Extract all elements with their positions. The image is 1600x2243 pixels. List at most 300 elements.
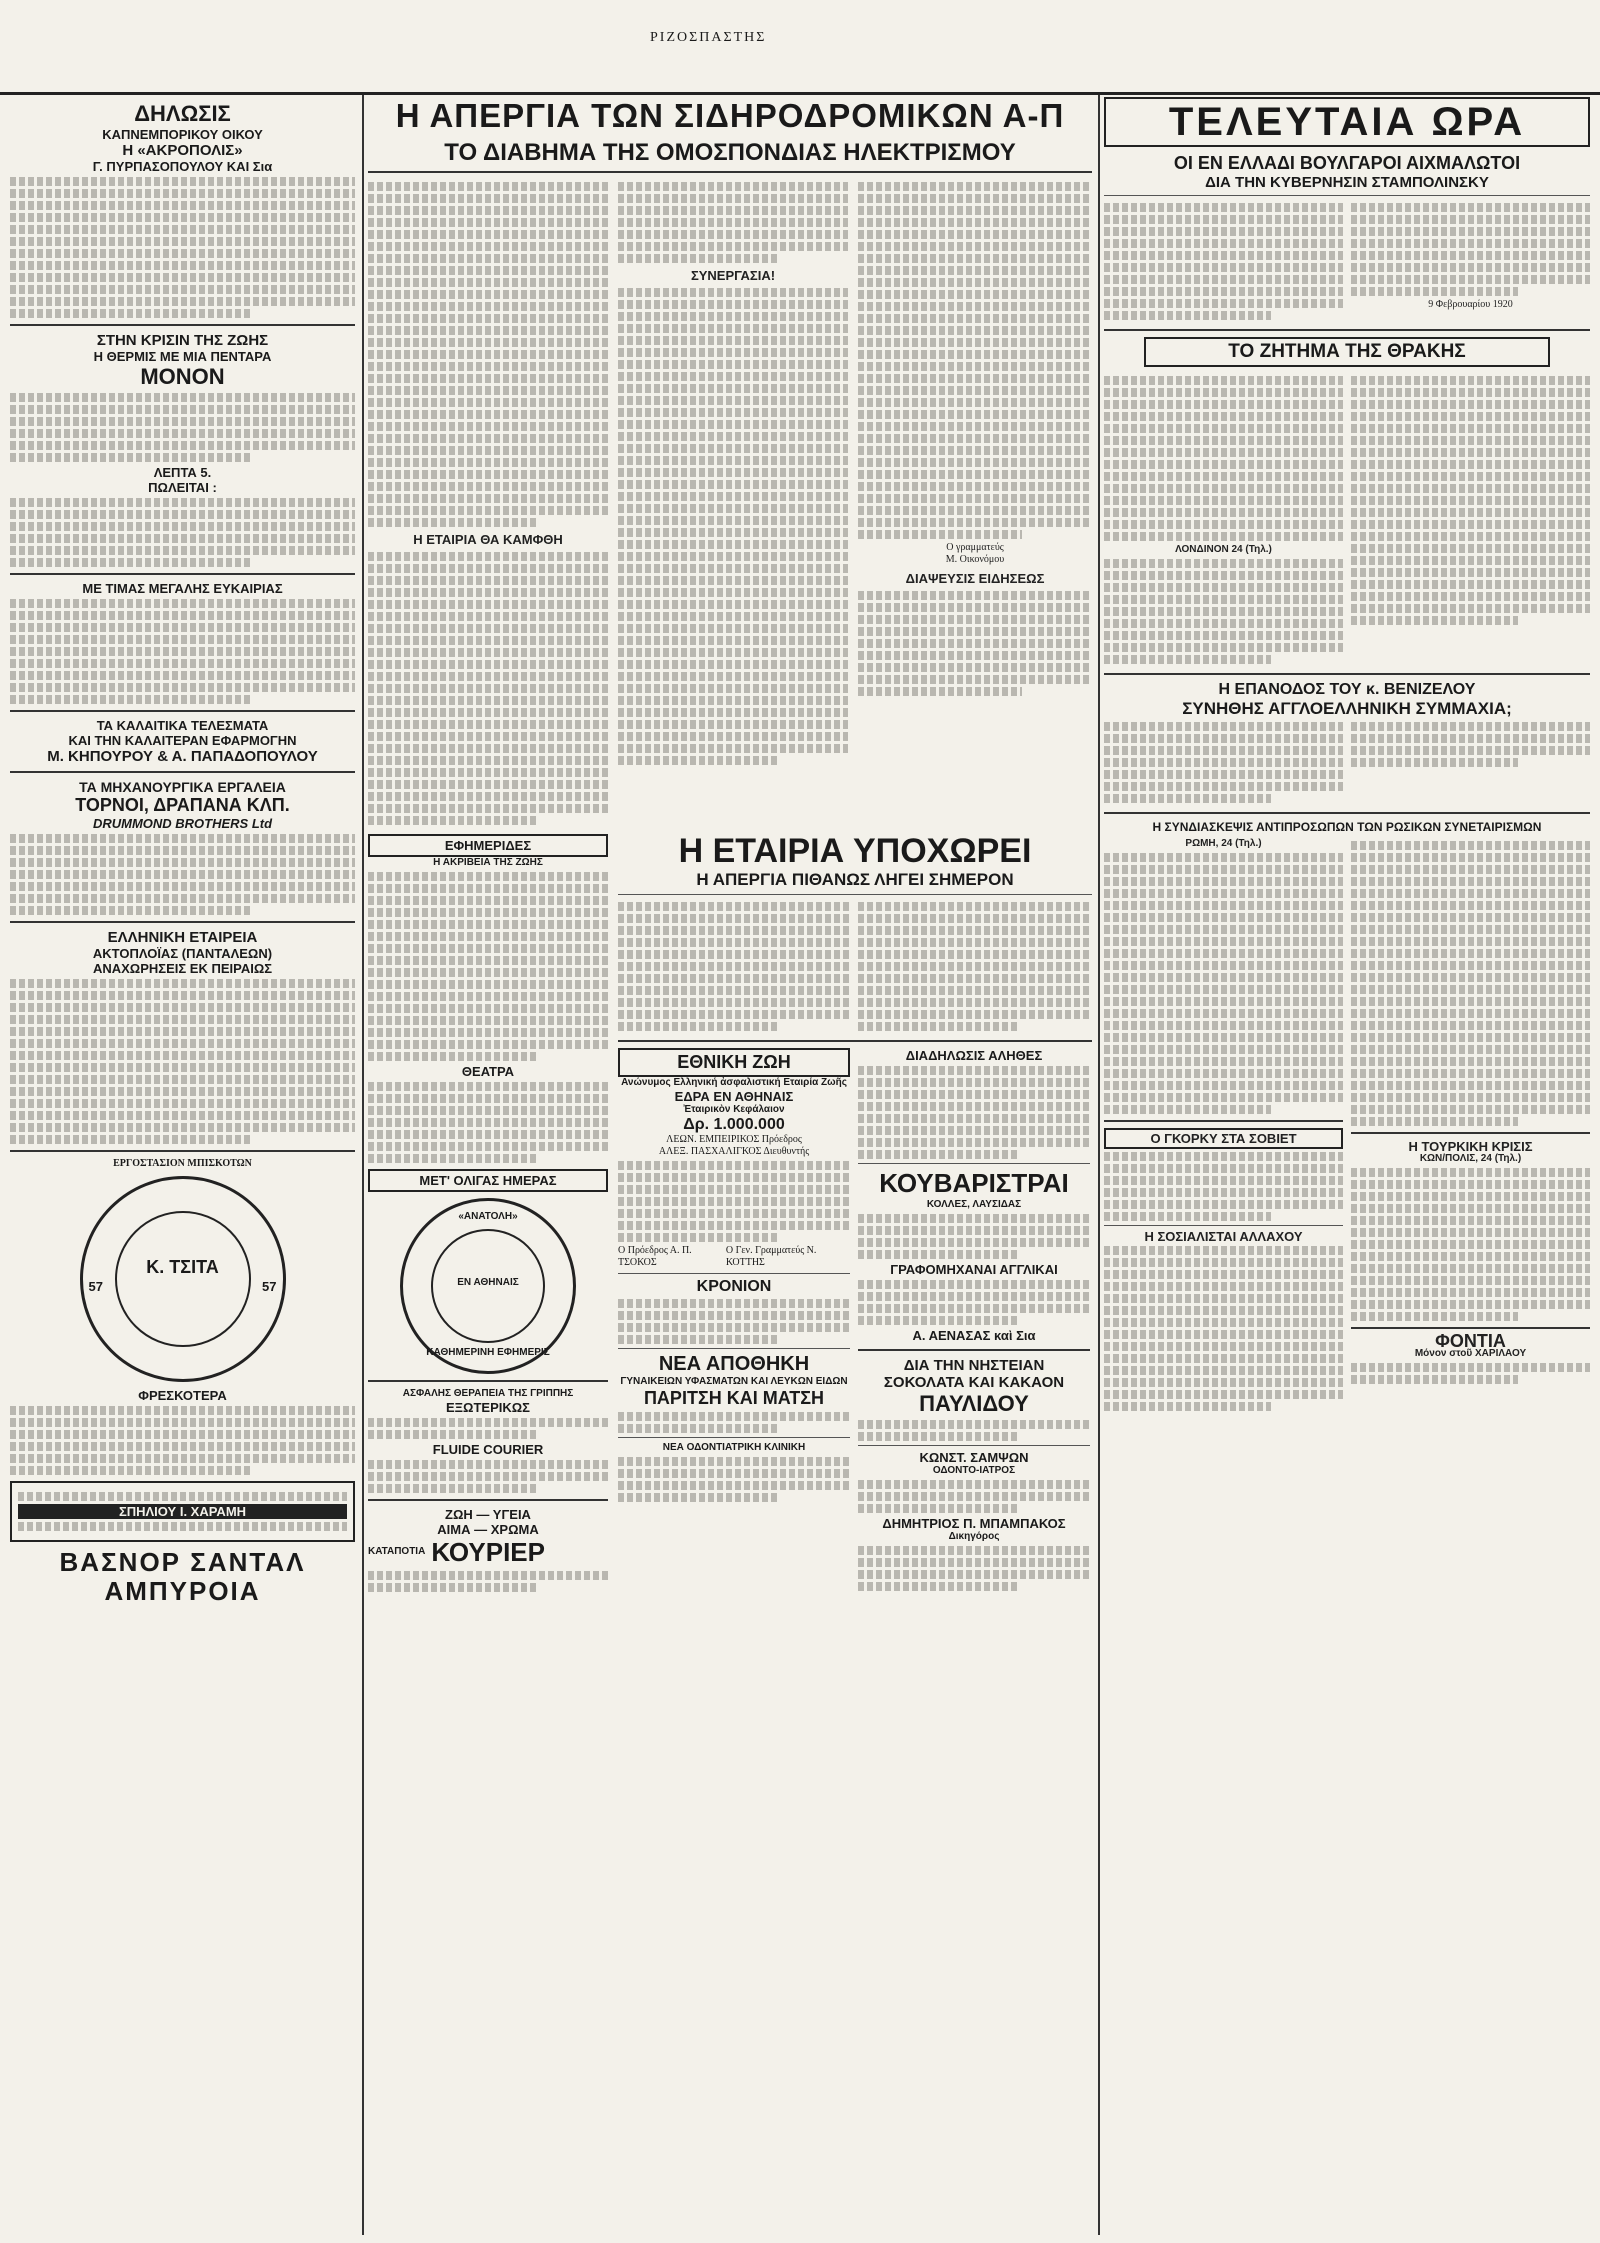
text-line <box>1104 1188 1343 1197</box>
text-line <box>368 612 608 621</box>
text-line <box>368 1583 536 1592</box>
kefalaion-value: Δρ. 1.000.000 <box>683 1115 785 1133</box>
text-line <box>1351 1033 1590 1042</box>
theatra-heading: ΘΕΑΤΡΑ <box>461 1063 515 1079</box>
text-line <box>618 986 850 995</box>
text-line <box>1351 1009 1590 1018</box>
text-line <box>10 189 355 198</box>
text-line <box>368 1571 608 1580</box>
text-line <box>368 458 608 467</box>
text-line <box>18 1522 347 1531</box>
text-line <box>1104 1366 1343 1375</box>
text-line <box>10 1051 355 1060</box>
text-line <box>10 1135 252 1144</box>
text-line <box>858 663 1092 672</box>
text-line <box>368 1130 608 1139</box>
kouvaristrai-title: ΚΟΥΒΑΡΙΣΤΡΑΙ <box>879 1167 1069 1198</box>
lepta-label: ΛΕΠΤΑ 5. <box>153 465 212 480</box>
text-line <box>10 534 355 543</box>
text-line <box>858 1280 1090 1289</box>
text-line <box>368 1472 608 1481</box>
text-line <box>10 1015 355 1024</box>
text-line <box>618 1022 780 1031</box>
text-line <box>1104 1294 1343 1303</box>
text-line <box>368 230 608 239</box>
text-line <box>368 326 608 335</box>
text-line <box>368 552 608 561</box>
text-line <box>1104 1342 1343 1351</box>
text-line <box>618 732 848 741</box>
mpampakos-title: ΔΗΜΗΤΡΙΟΣ Π. ΜΠΑΜΠΑΚΟΣ <box>882 1515 1066 1531</box>
anatoli-ring-text: «ΑΝΑΤΟΛΗ» <box>458 1210 518 1222</box>
text-line <box>858 1432 1020 1441</box>
text-line <box>1104 287 1343 296</box>
krisi-subtitle: Η ΘΕΡΜΙΣ ΜΕ ΜΙΑ ΠΕΝΤΑΡΑ <box>93 349 272 364</box>
text-line <box>858 182 1092 191</box>
voulgaroi-headline: ΟΙ ΕΝ ΕΛΛΑΔΙ ΒΟΥΛΓΑΡΟΙ ΑΙΧΜΑΛΩΤΟΙ <box>1173 153 1521 173</box>
text-line <box>10 429 355 438</box>
text-line <box>1104 901 1343 910</box>
text-line <box>618 636 848 645</box>
text-line <box>858 422 1092 431</box>
text-line <box>10 546 355 555</box>
text-line <box>1104 496 1343 505</box>
text-line <box>10 1063 355 1072</box>
text-line <box>1104 949 1343 958</box>
masthead-title: ΡΙΖΟΣΠΑΣΤΗΣ <box>650 30 767 45</box>
text-line <box>858 902 1090 911</box>
text-line <box>368 362 608 371</box>
text-line <box>368 1094 608 1103</box>
mechanika-brand: DRUMMOND BROTHERS Ltd <box>92 816 273 831</box>
text-line <box>368 254 608 263</box>
text-line <box>368 206 608 215</box>
text-line <box>618 218 848 227</box>
text-line <box>858 603 1092 612</box>
text-line <box>618 420 848 429</box>
text-line <box>1104 655 1271 664</box>
dilosis-body <box>10 177 355 318</box>
text-line <box>368 792 608 801</box>
text-line <box>618 372 848 381</box>
text-line <box>858 1150 1020 1159</box>
text-line <box>1351 1240 1590 1249</box>
text-line <box>858 398 1092 407</box>
text-line <box>1104 508 1343 517</box>
text-line <box>368 768 608 777</box>
text-line <box>858 1504 1020 1513</box>
text-line <box>858 986 1090 995</box>
fluide-heading: FLUIDE COURIER <box>432 1441 544 1457</box>
megales-title: ΜΕ ΤΙΜΑΣ ΜΕΓΑΛΗΣ ΕΥΚΑΙΡΙΑΣ <box>82 581 283 596</box>
text-line <box>368 1028 608 1037</box>
text-line <box>368 434 608 443</box>
text-line <box>858 1292 1090 1301</box>
text-line <box>10 834 355 843</box>
romi-dateline: ΡΩΜΗ, 24 (Τηλ.) <box>1185 838 1262 849</box>
text-line <box>368 732 608 741</box>
text-line <box>618 456 848 465</box>
text-line <box>10 405 355 414</box>
lower-center-left <box>368 834 608 1595</box>
text-line <box>1104 388 1343 397</box>
text-line <box>1351 616 1518 625</box>
kouvaristrai-subtitle: ΚΟΛΛΕΣ, ΛΑΥΣΙΔΑΣ <box>926 1198 1022 1210</box>
text-line <box>858 687 1022 696</box>
text-line <box>1104 595 1343 604</box>
text-line <box>1104 961 1343 970</box>
text-line <box>618 1185 850 1194</box>
leon-signature: ΛΕΩΝ. ΕΜΠΕΙΡΙΚΟΣ Πρόεδρος <box>666 1133 802 1145</box>
text-line <box>1351 215 1590 224</box>
text-line <box>1351 841 1590 850</box>
text-line <box>1351 1045 1590 1054</box>
text-line <box>618 576 848 585</box>
text-line <box>618 528 848 537</box>
text-line <box>10 177 355 186</box>
text-line <box>1104 1318 1343 1327</box>
text-line <box>1104 1246 1343 1255</box>
paritsi-title: ΠΑΡΙΤΣΗ ΚΑΙ ΜΑΤΣΗ <box>643 1387 825 1408</box>
text-line <box>10 297 355 306</box>
text-line <box>10 510 355 519</box>
text-line <box>858 974 1090 983</box>
text-line <box>858 639 1092 648</box>
text-line <box>618 1412 850 1421</box>
text-line <box>618 1233 780 1242</box>
text-line <box>858 506 1092 515</box>
text-line <box>858 1420 1090 1429</box>
signature-2: Μ. Οικονόμου <box>945 553 1005 565</box>
text-line <box>618 1299 850 1308</box>
text-line <box>10 659 355 668</box>
text-line <box>368 494 608 503</box>
text-line <box>10 846 355 855</box>
nea-apothiki-title: ΝΕΑ ΑΠΟΘΗΚΗ <box>658 1352 810 1375</box>
text-line <box>618 336 848 345</box>
text-line <box>858 530 1022 539</box>
text-line <box>10 393 355 402</box>
kefalaion-label: Ἐταιρικὸν Κεφάλαιον <box>683 1103 785 1115</box>
text-line <box>1104 460 1343 469</box>
text-line <box>618 1010 850 1019</box>
text-line <box>858 950 1090 959</box>
text-line <box>368 720 608 729</box>
text-line <box>10 695 252 704</box>
text-line <box>1104 1021 1343 1030</box>
londinon-dateline: ΛΟΝΔΙΝΟΝ 24 (Τηλ.) <box>1175 544 1272 555</box>
text-line <box>858 1570 1090 1579</box>
text-line <box>10 417 355 426</box>
text-line <box>368 1430 536 1439</box>
text-line <box>1351 1168 1590 1177</box>
text-line <box>1104 239 1343 248</box>
aenasas-title: Α. ΑΕΝΑΣΑΣ καὶ Σια <box>912 1327 1036 1343</box>
text-line <box>368 672 608 681</box>
text-line <box>368 1052 536 1061</box>
text-line <box>618 504 848 513</box>
text-line <box>1104 853 1343 862</box>
text-line <box>858 1114 1090 1123</box>
text-line <box>1351 1192 1590 1201</box>
text-line <box>368 1142 608 1151</box>
text-line <box>10 1466 252 1475</box>
text-line <box>858 482 1092 491</box>
text-line <box>10 906 252 915</box>
dilosis-name: Η «ΑΚΡΟΠΟΛΙΣ» <box>122 142 243 159</box>
text-line <box>18 1492 347 1501</box>
text-line <box>1104 722 1343 731</box>
text-line <box>858 1316 1020 1325</box>
text-line <box>618 720 848 729</box>
text-line <box>618 230 848 239</box>
text-line <box>618 540 848 549</box>
exoterikos-heading: ΕΞΩΤΕΡΙΚΩΣ <box>446 1399 530 1415</box>
text-line <box>10 991 355 1000</box>
ethniki-zoi-subtitle: Ανώνυμος Ελληνική ἀσφαλιστική Εταιρία Ζωῆς <box>621 1076 847 1088</box>
anatoli-seal <box>400 1198 576 1374</box>
text-line <box>10 683 355 692</box>
text-line <box>618 432 848 441</box>
text-line <box>858 1214 1090 1223</box>
poleitai-label: ΠΩΛΕΙΤΑΙ : <box>148 480 217 495</box>
text-line <box>1104 1282 1343 1291</box>
text-line <box>1351 865 1590 874</box>
gkorki-heading: Ο ΓΚΟΡΚΥ ΣΤΑ ΣΟΒΙΕΤ <box>1104 1128 1343 1149</box>
text-line <box>618 1209 850 1218</box>
text-line <box>858 326 1092 335</box>
masthead-strip <box>0 0 1600 95</box>
text-line <box>1104 412 1343 421</box>
text-line <box>1104 746 1343 755</box>
text-line <box>368 266 608 275</box>
text-line <box>10 647 355 656</box>
ypochorei-subhead: Η ΑΠΕΡΓΙΑ ΠΙΘΑΝΩΣ ΛΗΓΕΙ ΣΗΜΕΡΟΝ <box>696 869 1014 889</box>
text-line <box>368 1004 608 1013</box>
text-line <box>858 914 1090 923</box>
text-line <box>858 926 1090 935</box>
text-line <box>858 1138 1090 1147</box>
text-line <box>10 599 355 608</box>
text-line <box>1351 1021 1590 1030</box>
strike-article <box>368 179 1092 828</box>
etaireia-body <box>10 979 355 1144</box>
column-rule <box>362 95 364 2235</box>
text-line <box>618 396 848 405</box>
text-line <box>858 1304 1090 1313</box>
text-line <box>858 962 1090 971</box>
katapotia-label: ΚΑΤΑΠΟΤΙΑ <box>368 1546 426 1558</box>
text-line <box>618 288 848 297</box>
fontia-subtitle: Μόνον στοῦ ΧΑΡΙΛΑΟΥ <box>1414 1348 1527 1359</box>
text-line <box>1351 913 1590 922</box>
text-line <box>618 696 848 705</box>
etaireia-thamvei-heading: Η ΕΤΑΙΡΙΑ ΘΑ ΚΑΜΦΘΗ <box>413 531 563 547</box>
text-line <box>1104 311 1271 320</box>
paschalis-signature: ΑΛΕΞ. ΠΑΣΧΑΛΙΓΚΟΣ Διευθυντής <box>658 1145 810 1157</box>
text-line <box>10 273 355 282</box>
text-line <box>858 1558 1090 1567</box>
text-line <box>1351 203 1590 212</box>
text-line <box>368 422 608 431</box>
text-line <box>618 564 848 573</box>
text-line <box>1351 287 1518 296</box>
text-line <box>618 324 848 333</box>
text-line <box>1351 388 1590 397</box>
text-line <box>1104 424 1343 433</box>
text-line <box>368 564 608 573</box>
text-line <box>1104 1069 1343 1078</box>
text-line <box>10 1454 355 1463</box>
text-line <box>368 470 608 479</box>
text-line <box>1351 1264 1590 1273</box>
text-line <box>618 1221 850 1230</box>
text-line <box>1104 985 1343 994</box>
text-line <box>1351 1105 1590 1114</box>
text-line <box>858 338 1092 347</box>
text-line <box>618 516 848 525</box>
text-line <box>10 1123 355 1132</box>
text-line <box>1104 1081 1343 1090</box>
text-line <box>1104 1045 1343 1054</box>
text-line <box>10 1442 355 1451</box>
text-line <box>618 1481 850 1490</box>
text-line <box>618 660 848 669</box>
grippi-heading: ΑΣΦΑΛΗΣ ΘΕΡΑΠΕΙΑ ΤΗΣ ΓΡΙΠΠΗΣ <box>402 1387 574 1399</box>
text-line <box>1351 1216 1590 1225</box>
text-line <box>858 1090 1090 1099</box>
text-line <box>858 446 1092 455</box>
text-line <box>368 1460 608 1469</box>
sosialistes-heading: Η ΣΟΣΙΑΛΙΣΤΑΙ ΑΛΛΑΧΟΥ <box>1144 1229 1303 1244</box>
nea-apothiki-subtitle: ΓΥΝΑΙΚΕΙΩΝ ΥΦΑΣΜΑΤΩΝ ΚΑΙ ΛΕΥΚΩΝ ΕΙΔΩΝ <box>620 1375 848 1387</box>
text-line <box>1351 1375 1518 1384</box>
text-line <box>368 1016 608 1025</box>
text-line <box>10 671 355 680</box>
text-line <box>618 684 848 693</box>
text-line <box>1104 520 1343 529</box>
ypochorei-headline: Η ΕΤΑΙΡΙΑ ΥΠΟΧΩΡΕΙ <box>678 831 1032 870</box>
krisi-title: ΣΤΗΝ ΚΡΙΣΙΝ ΤΗΣ ΖΩΗΣ <box>96 332 269 349</box>
text-line <box>858 470 1092 479</box>
text-line <box>618 938 850 947</box>
text-line <box>1104 973 1343 982</box>
mechanika-title: ΤΑ ΜΗΧΑΝΟΥΡΓΙΚΑ ΕΡΓΑΛΕΙΑ <box>79 779 286 795</box>
text-line <box>618 1173 850 1182</box>
mechanika-body <box>10 834 355 915</box>
main-subhead: ΤΟ ΔΙΑΒΗΜΑ ΤΗΣ ΟΜΟΣΠΟΝΔΙΑΣ ΗΛΕΚΤΡΙΣΜΟΥ <box>444 138 1016 166</box>
text-line <box>10 1027 355 1036</box>
text-line <box>368 314 608 323</box>
text-line <box>10 623 355 632</box>
text-line <box>618 1323 850 1332</box>
diapsefsis-heading: ΔΙΑΨΕΥΣΙΣ ΕΙΔΗΣΕΩΣ <box>905 570 1045 586</box>
voulgaroi-subhead: ΔΙΑ ΤΗΝ ΚΥΒΕΡΝΗΣΙΝ ΣΤΑΜΠΟΛΙΝΣΚΥ <box>1205 174 1489 191</box>
aima-chroma: ΑΙΜΑ — ΧΡΩΜΑ <box>437 1521 539 1537</box>
text-line <box>368 338 608 347</box>
text-line <box>1104 770 1343 779</box>
text-line <box>1351 1288 1590 1297</box>
text-line <box>368 1154 536 1163</box>
text-line <box>618 1457 850 1466</box>
text-line <box>368 956 608 965</box>
text-line <box>1351 758 1518 767</box>
text-line <box>858 1010 1090 1019</box>
text-line <box>618 914 850 923</box>
text-line <box>1104 1200 1343 1209</box>
text-line <box>10 201 355 210</box>
text-line <box>1351 973 1590 982</box>
text-line <box>368 980 608 989</box>
grafomichanai-title: ΓΡΑΦΟΜΗΧΑΝΑΙ ΑΓΓΛΙΚΑΙ <box>890 1261 1058 1277</box>
text-line <box>368 992 608 1001</box>
text-line <box>368 1484 536 1493</box>
text-line <box>1351 877 1590 886</box>
text-line <box>1104 643 1343 652</box>
text-line <box>858 254 1092 263</box>
text-line <box>858 1250 1020 1259</box>
text-line <box>858 651 1092 660</box>
text-line <box>858 1066 1090 1075</box>
text-line <box>1351 376 1590 385</box>
kalatika-firm: Μ. ΚΗΠΟΥΡΟΥ & Α. ΠΑΠΑΔΟΠΟΥΛΟΥ <box>47 748 318 765</box>
text-line <box>368 302 608 311</box>
kourier-title: ΚΟΥΡΙΕΡ <box>431 1536 545 1567</box>
etaireia-subtitle: ΑΚΤΟΠΛΟΪΑΣ (ΠΑΝΤΑΛΕΩΝ) <box>92 946 273 961</box>
text-line <box>1104 1378 1343 1387</box>
text-line <box>1104 1258 1343 1267</box>
text-line <box>858 242 1092 251</box>
krisi-body <box>10 393 355 462</box>
text-line <box>1351 412 1590 421</box>
text-line <box>10 858 355 867</box>
text-line <box>10 894 355 903</box>
tsokos-signature: Ο Πρόεδρος Α. Π. ΤΣΟΚΟΣ <box>618 1244 692 1268</box>
text-line <box>368 290 608 299</box>
text-line <box>858 518 1092 527</box>
text-line <box>618 756 779 765</box>
text-line <box>1351 460 1590 469</box>
text-line <box>1104 1176 1343 1185</box>
text-line <box>368 944 608 953</box>
text-line <box>1104 913 1343 922</box>
text-line <box>618 300 848 309</box>
text-line <box>618 926 850 935</box>
freskotera-label: ΦΡΕΣΚΟΤΕΡΑ <box>138 1388 227 1403</box>
text-line <box>1104 1093 1343 1102</box>
text-line <box>1104 1212 1271 1221</box>
tsita-number-right: 57 <box>262 1279 277 1294</box>
text-line <box>618 1424 780 1433</box>
text-line <box>1351 1312 1518 1321</box>
text-line <box>858 458 1092 467</box>
text-line <box>368 482 608 491</box>
text-line <box>1351 1363 1590 1372</box>
text-line <box>368 506 608 515</box>
samson-subtitle: ΟΔΟΝΤΟ-ΙΑΤΡΟΣ <box>932 1464 1016 1476</box>
text-line <box>1351 1228 1590 1237</box>
dilosis-title: ΔΗΛΩΣΙΣ <box>134 101 231 126</box>
text-line <box>368 744 608 753</box>
text-line <box>618 552 848 561</box>
text-line <box>618 648 848 657</box>
text-line <box>1351 1204 1590 1213</box>
text-line <box>1351 532 1590 541</box>
text-line <box>1351 746 1590 755</box>
dilosis-owners: Γ. ΠΥΡΠΑΣΟΠΟΥΛΟΥ ΚΑΙ Σια <box>92 159 273 174</box>
text-line <box>1104 1105 1271 1114</box>
text-line <box>1351 568 1590 577</box>
